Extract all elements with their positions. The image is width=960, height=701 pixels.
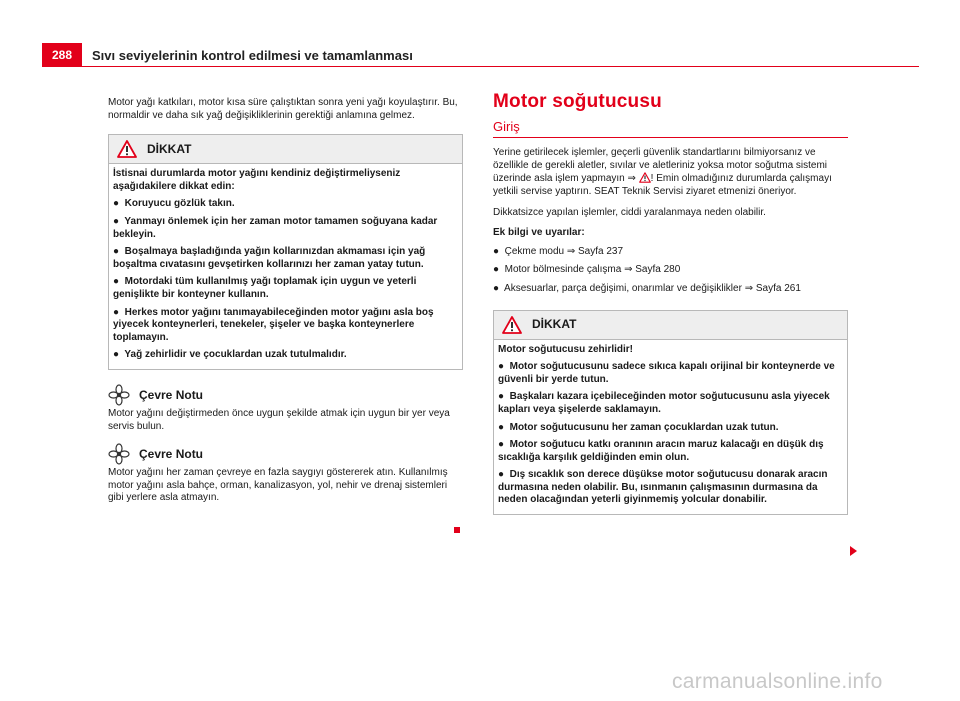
section-end-marker (454, 527, 460, 533)
info-link-text[interactable]: Çekme modu ⇒ Sayfa 237 (504, 245, 624, 257)
info-heading: Ek bilgi ve uyarılar: (493, 227, 585, 239)
warning-item-text: Koruyucu gözlük takın. (124, 198, 235, 210)
warning-item: ● Motordaki tüm kullanılmış yağı toplamak için uygun ve yeterli genişlikte bir konteyner kullanın. (113, 276, 417, 300)
warning-item: ● Dış sıcaklık son derece düşükse motor soğutucusu donarak aracın durmasına neden olabilir. Bu, ısınmanın çalışmasının durmasına da neden olacağından yeterli giyinmemiş yolcular donabilir. (498, 469, 828, 506)
warning-lead: İstisnai durumlarda motor yağını kendiniz değiştirmeliyseniz aşağıdakilere dikkat edin: (113, 168, 401, 192)
environment-note-text: Motor yağını değiştirmeden önce uygun şekilde atmak için uygun bir yer veya servis bulun. (108, 407, 450, 432)
warning-triangle-icon (502, 316, 522, 334)
warning-item-text: Motor soğutucu katkı oranının aracın maruz kalacağı en düşük dış sıcaklığa karşılık geldiğinden emin olun. (498, 439, 824, 463)
intro-text-after: ! Emin olmadığınız durumlarda çalışmayı yetkili servise yaptırın. SEAT Teknik Servisi ziyaret etmenizi öneriyor. (493, 173, 832, 197)
warning-item: ● Yağ zehirlidir ve çocuklardan uzak tutulmalıdır. (113, 349, 347, 361)
environment-note-2 (108, 443, 463, 505)
warning-item: ● Motor soğutucusunu sadece sıkıca kapalı orijinal bir konteynerde ve güvenli bir yerde tutun. (498, 361, 835, 385)
info-link-item[interactable]: ● Çekme modu ⇒ Sayfa 237 (493, 245, 624, 257)
warning-header (494, 311, 847, 340)
warning-box-coolant (493, 310, 848, 516)
eco-flower-icon (108, 384, 130, 406)
intro-paragraph (493, 147, 848, 198)
header-divider (42, 66, 919, 67)
intro-text-before: Yerine getirilecek işlemler, geçerli güvenlik standartlarını bilmiyorsanız ve özellikle de gerekli aletler, sıvılar ve aletleriniz yoksa motor soğutma sistemi üzerinde asla işlem yapmayın ⇒ (493, 147, 828, 185)
warning-title: DİKKAT (147, 141, 192, 156)
page-number: 288 (42, 43, 82, 67)
environment-note-text: Motor yağını her zaman çevreye en fazla saygıyı göstererek atın. Kullanılmış motor yağını asla bahçe, orman, kanalizasyon, yol, nehir ve drenaj sistemleri gibi yerlere asla atmayın. (108, 467, 448, 504)
continue-arrow-icon (850, 546, 857, 556)
warning-triangle-icon[interactable] (639, 172, 651, 183)
environment-note-1 (108, 384, 463, 433)
environment-note-header (108, 384, 463, 406)
warning-item: ● Koruyucu gözlük takın. (113, 198, 235, 210)
warning-item-text: Boşalmaya başladığında yağın kollarınızdan akmaması için yağ boşaltma cıvatasını gevşetirken kollarınızı her zaman yatay tutun. (113, 246, 426, 270)
warning-body (109, 164, 462, 369)
warning-item: ● Motor soğutucusunu her zaman çocuklardan uzak tutun. (498, 421, 779, 433)
subsection-title: Giriş (493, 121, 848, 139)
oil-additives-paragraph: Motor yağı katkıları, motor kısa süre çalıştıktan sonra yeni yağı koyulaştırır. Bu, normaldir ve daha sık yağ değişikliklerinin gerektiği anlamına gelmez. (108, 97, 458, 121)
careless-work-paragraph: Dikkatsizce yapılan işlemler, ciddi yaralanmaya neden olabilir. (493, 206, 766, 218)
environment-note-header (108, 443, 463, 465)
warning-item-text: Yağ zehirlidir ve çocuklardan uzak tutulmalıdır. (124, 349, 347, 361)
warning-triangle-icon (117, 140, 137, 158)
chapter-title: Sıvı seviyelerinin kontrol edilmesi ve tamamlanması (92, 48, 413, 63)
warning-header (109, 135, 462, 164)
warning-box-oil (108, 134, 463, 370)
warning-lead: Motor soğutucusu zehirlidir! (498, 343, 633, 355)
warning-item-text: Dış sıcaklık son derece düşükse motor soğutucusu donarak aracın durmasına neden olabilir. Bu, ısınmanın çalışmasının durmasına da neden olacağından yeterli giyinmemiş yolcular donabilir. (498, 469, 828, 506)
eco-flower-icon (108, 443, 130, 465)
environment-note-title: Çevre Notu (139, 446, 204, 461)
warning-item-text: Başkaları kazara içebileceğinden motor soğutucusunu asla yiyecek kapları veya şişelerde saklamayın. (498, 391, 830, 415)
warning-item-text: Yanmayı önlemek için her zaman motor tamamen soğuyana kadar bekleyin. (113, 215, 438, 240)
warning-item: ● Boşalmaya başladığında yağın kollarınızdan akmaması için yağ boşaltma cıvatasını gevşetirken kollarınızı her zaman yatay tutun. (113, 246, 426, 270)
warning-item-text: Motor soğutucusunu sadece sıkıca kapalı orijinal bir konteynerde ve güvenli bir yerde tutun. (498, 361, 835, 385)
warning-body (494, 340, 847, 515)
info-link-text[interactable]: Aksesuarlar, parça değişimi, onarımlar ve değişiklikler ⇒ Sayfa 261 (504, 282, 801, 294)
warning-item-text: Motor soğutucusunu her zaman çocuklardan uzak tutun. (509, 421, 779, 433)
warning-item: ● Herkes motor yağını tanımayabileceğinden motor yağını asla boş yiyecek konteynerleri, tenekeler, şişeler ve başka konteynerlere toplamayın. (113, 306, 434, 343)
environment-note-title: Çevre Notu (139, 387, 204, 402)
warning-item: ● Motor soğutucu katkı oranının aracın maruz kalacağı en düşük dış sıcaklığa karşılık geldiğinden emin olun. (498, 439, 824, 463)
info-link-item[interactable]: ● Aksesuarlar, parça değişimi, onarımlar ve değişiklikler ⇒ Sayfa 261 (493, 282, 801, 294)
watermark: carmanualsonline.info (672, 670, 883, 693)
warning-item: ● Başkaları kazara içebileceğinden motor soğutucusunu asla yiyecek kapları veya şişelerde saklamayın. (498, 391, 830, 415)
warning-item-text: Herkes motor yağını tanımayabileceğinden motor yağını asla boş yiyecek konteynerleri, tenekeler, şişeler ve başka konteynerlere toplamayın. (113, 306, 434, 343)
info-link-item[interactable]: ● Motor bölmesinde çalışma ⇒ Sayfa 280 (493, 264, 681, 276)
info-link-text[interactable]: Motor bölmesinde çalışma ⇒ Sayfa 280 (504, 264, 681, 276)
warning-item-text: Motordaki tüm kullanılmış yağı toplamak için uygun ve yeterli genişlikte bir konteyner kullanın. (113, 276, 417, 300)
right-column (493, 91, 848, 529)
section-title: Motor soğutucusu (493, 91, 662, 112)
warning-item: ● Yanmayı önlemek için her zaman motor tamamen soğuyana kadar bekleyin. (113, 215, 438, 240)
left-column (108, 97, 463, 505)
warning-title: DİKKAT (532, 317, 577, 332)
